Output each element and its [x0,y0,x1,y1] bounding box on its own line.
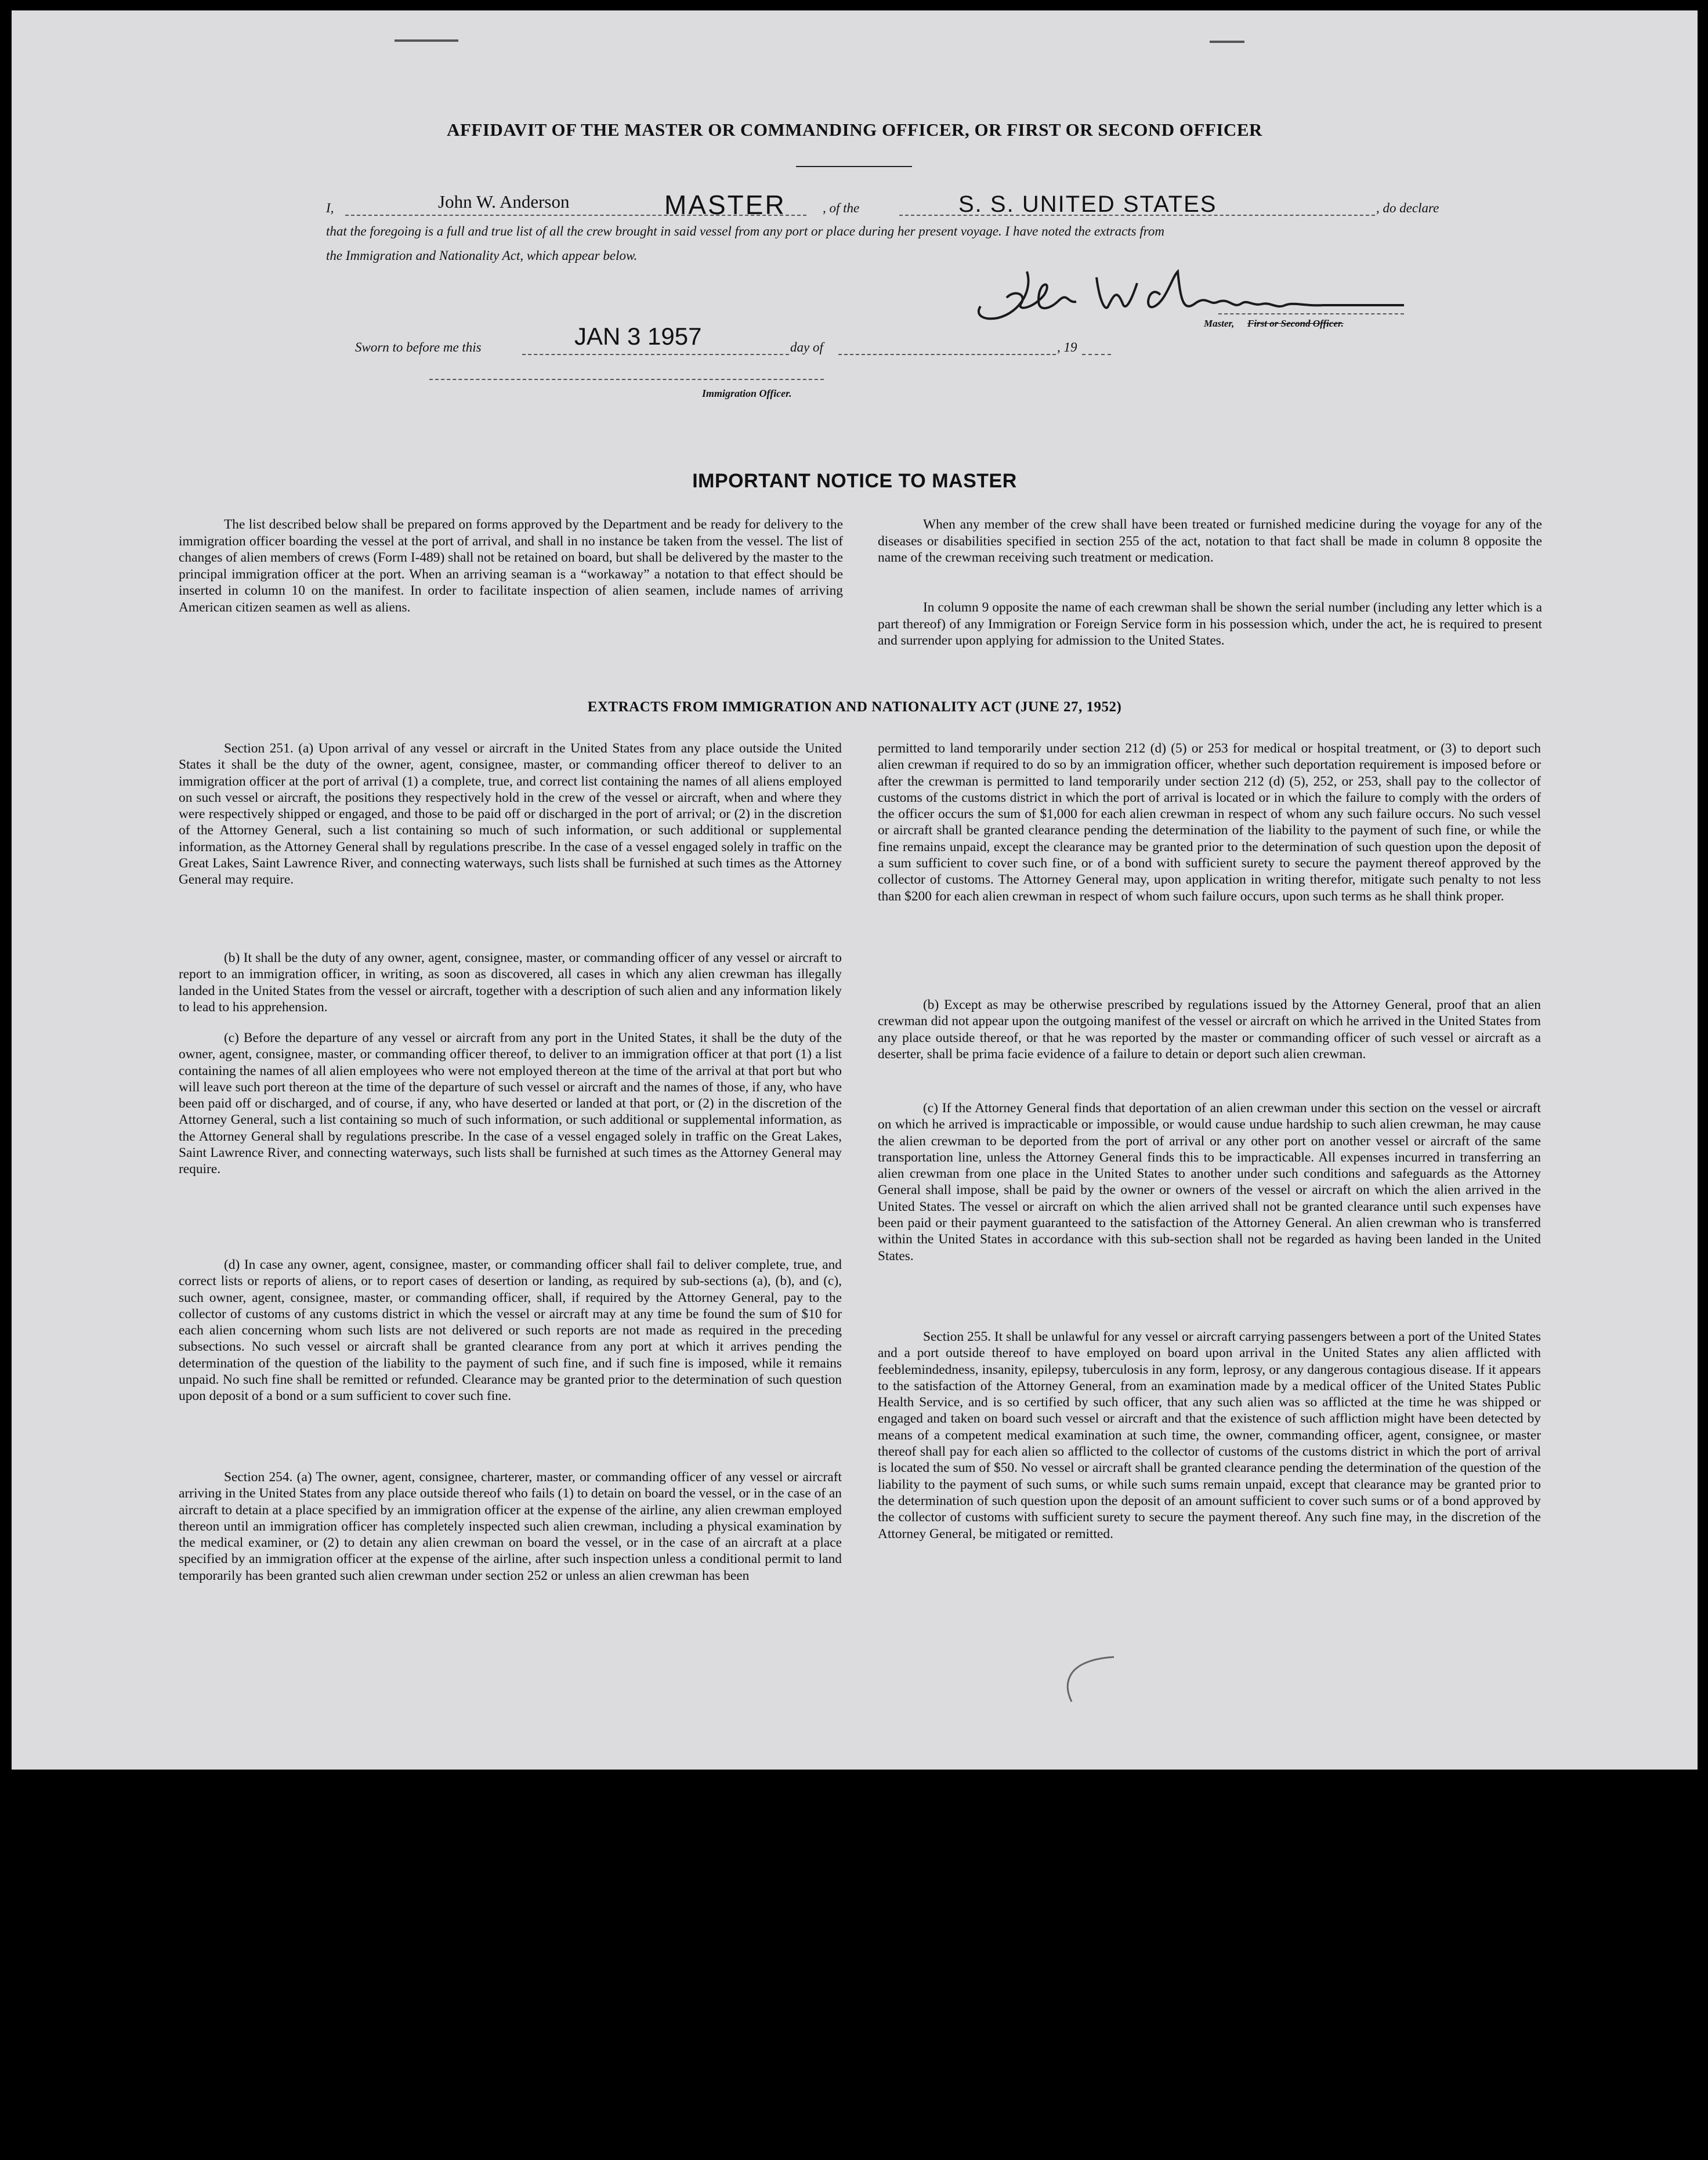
section-254a-continued: permitted to land temporarily under section 212 (d) (5) or 253 for medical or hospital treatment, or (3) to deport such alien crewman if required to do so by an immigration officer, whether such deportation requirement is imposed before or after the crewman is permitted to land temporarily under section 212 (d) (5), 252, or 253, shall pay to the collector of customs of the customs district in which the port of arrival is located or in which the failure to comply with the orders of the officer occurs the sum of $1,000 for each alien crewman in respect of whom any such failure occurs. No such vessel or aircraft shall be granted clearance pending the determination of the liability to the payment of such fine, or while the fine remains unpaid, except the clearance may be granted prior to the determination of such question upon the deposit of a sum sufficient to cover such fine, or of a bond with sufficient surety to secure the payment thereof approved by the collector of customs. The Attorney General may, upon application in writing therefor, mitigate such penalty to not less than $200 for each alien crewman in respect of whom such failure occurs, upon such terms as he shall think proper. [878,741,1541,904]
year-line [1082,354,1111,355]
signature-line [1218,313,1404,314]
sworn-date-line [522,354,789,355]
officer-signature-line [429,379,824,380]
immigration-officer-label: Immigration Officer. [702,388,792,399]
section-251c: (c) Before the departure of any vessel or aircraft from any port in the United States, it shall be the duty of the owner, agent, consignee, master, or commanding officer thereof, to deliver to an immigration officer at that port (1) a list containing the names of all alien employees who were not employed thereon at the time of the arrival at that port but who will leave such port thereon at the time of the departure of such vessel or aircraft and the names of those, if any, who have been paid off or discharged, and of course, if any, who have deserted or landed at that port, or (2) in the discretion of the Attorney General, such a list containing so much of such information, or such additional or supplemental information, as the Attorney General shall by regulations prescribe. In the case of a vessel engaged solely in traffic on the Great Lakes, Saint Lawrence River, and connecting waterways, such lists shall be furnished at such times as the Attorney General may require. [179,1030,842,1177]
notice-right-paragraph-2: In column 9 opposite the name of each crewman shall be shown the serial number (including any letter which is a part thereof) of any Immigration or Foreign Service form in his possession which, under the act, he is required to present and surrender upon applying for admission to the United States. [878,600,1542,649]
extracts-title: EXTRACTS FROM IMMIGRATION AND NATIONALITY ACT (JUNE 27, 1952) [587,699,1122,715]
section-251b: (b) It shall be the duty of any owner, agent, consignee, master, or commanding officer of any vessel or aircraft to report to an immigration officer, in writing, as soon as discovered, all cases in which any alien crewman has illegally landed in the United States from the vessel or aircraft, together with a description of such alien and any information likely to lead to his apprehension. [179,950,842,1015]
section-254a: Section 254. (a) The owner, agent, consignee, charterer, master, or commanding officer of any vessel or aircraft arriving in the United States from any place outside thereof who fails (1) to detain on board the vessel, or in the case of an aircraft to detain at a place specified by an immigration officer at the expense of the airline, any alien crewman employed thereon until an immigration officer has completely inspected such alien crewman, including a physical examination by the medical examiner, or (2) to detain any alien crewman on board the vessel, or in the case of an aircraft at a place specified by an immigration officer at the expense of the airline, after such inspection unless a conditional permit to land temporarily has been granted such alien crewman under section 252 or unless an alien crewman has been [179,1470,842,1583]
day-of-label: day of [790,340,823,354]
vessel-name: S. S. UNITED STATES [958,191,1217,217]
of-the-label: , of the [823,201,860,215]
declaration-line-2: the Immigration and Nationality Act, which appear below. [326,248,638,263]
notice-title: IMPORTANT NOTICE TO MASTER [692,470,1017,492]
section-251a: Section 251. (a) Upon arrival of any vessel or aircraft in the United States from any place outside the United States it shall be the duty of the owner, agent, consignee, master, or commanding officer thereof to deliver to an immigration officer at the port of arrival (1) a complete, true, and correct list containing the names of all aliens employed on such vessel or aircraft, the positions they respectively hold in the crew of the vessel or aircraft, when and where they were respectively shipped or engaged, and those to be paid off or discharged in the port of arrival; or (2) in the discretion of the Attorney General, such a list containing so much of such information, or such additional or supplemental information, as the Attorney General shall by regulations prescribe. In the case of a vessel engaged solely in traffic on the Great Lakes, Saint Lawrence River, and connecting waterways, such lists shall be furnished at such times as the Attorney General may require. [179,741,842,888]
notice-left-paragraph: The list described below shall be prepared on forms approved by the Department and be ready for delivery to the immigration officer boarding the vessel at the port of arrival, and shall in no instance be taken from the vessel. The list of changes of alien members of crews (Form I-489) shall not be retained on board, but shall be delivered by the master to the principal immigration officer at the port. When an arriving seaman is a “workaway” a notation to that effect should be inserted in column 10 on the manifest. In order to facilitate inspection of alien seamen, include names of arriving American citizen seamen as well as aliens. [179,517,843,615]
pen-mark [1059,1652,1128,1705]
intro-label: I, [326,201,334,215]
sworn-label: Sworn to before me this [355,340,482,354]
affidavit-title: AFFIDAVIT OF THE MASTER OR COMMANDING OFFICER, OR FIRST OR SECOND OFFICER [447,120,1262,140]
scan-mark [1210,41,1244,43]
signature-caption-master: Master, [1204,318,1235,329]
scan-mark [395,39,458,42]
title-rule [796,166,912,167]
officer-rank: MASTER [664,190,786,220]
year-label: , 19 [1057,340,1077,354]
section-254b: (b) Except as may be otherwise prescribed by regulations issued by the Attorney General, proof that an alien crewman did not appear upon the outgoing manifest of the vessel or aircraft on which he arrived in the United States from any place outside thereof, or that he was reported by the master or commanding officer of such vessel or aircraft as a deserter, shall be prima facie evidence of a failure to detain or deport such alien crewman. [878,997,1541,1062]
officer-name: John W. Anderson [438,191,570,212]
do-declare-label: , do declare [1376,201,1439,215]
section-254c: (c) If the Attorney General finds that deportation of an alien crewman under this section on the vessel or aircraft on which he arrived is impracticable or impossible, or would cause undue hardship to such alien crewman, he may cause the alien crewman to be deported from the port of arrival or any other port on another vessel or aircraft of the same transportation line, unless the Attorney General finds this to be impracticable. All expenses incurred in transferring an alien crewman from one place in the United States to another under such conditions and safeguards as the Attorney General shall impose, shall be paid by the owner or owners of the vessel or aircraft on which the alien arrived in the United States. The vessel or aircraft on which the alien arrived shall not be granted clearance until such expenses have been paid or their payment guaranteed to the satisfaction of the Attorney General. An alien crewman who is transferred within the United States in accordance with this sub-section shall not be regarded as having been landed in the United States. [878,1101,1541,1264]
declaration-line-1: that the foregoing is a full and true list of all the crew brought in said vessel from any port or place during her present voyage. I have noted the extracts from [326,224,1164,238]
document-page [12,10,1698,1770]
sworn-date: JAN 3 1957 [574,323,702,350]
notice-right-paragraph-1: When any member of the crew shall have been treated or furnished medicine during the voyage for any of the diseases or disabilities specified in section 255 of the act, notation to that fact shall be made in column 8 opposite the name of the crewman receiving such treatment or medication. [878,517,1542,566]
section-255: Section 255. It shall be unlawful for any vessel or aircraft carrying passengers between a port of the United States and a port outside thereof to have employed on board upon arrival in the United States any alien afflicted with feeblemindedness, insanity, epilepsy, tuberculosis in any form, leprosy, or any dangerous contagious disease. If it appears to the satisfaction of the Attorney General, from an examination made by a medical officer of the United States Public Health Service, and is so certified by such officer, that any such alien was so afflicted at the time he was shipped or engaged and taken on board such vessel or aircraft and that the existence of such affliction might have been detected by means of a competent medical examination at such time, the owner, commanding officer, agent, consignee, or master thereof shall pay for each alien so afflicted to the collector of customs of the customs district in which the port of arrival is located the sum of $50. No vessel or aircraft shall be granted clearance pending the determination of the question of the liability to the payment of such sums, or while such sums remain unpaid, except that clearance may be granted prior to the determination of such question upon the deposit of an amount sufficient to cover such sums or of a bond approved by the collector of customs with sufficient surety to secure the payment thereof. Any such fine may, in the discretion of the Attorney General, be mitigated or remitted. [878,1329,1541,1542]
signature [951,248,1404,347]
section-251d: (d) In case any owner, agent, consignee, master, or commanding officer shall fail to deliver complete, true, and correct lists or reports of aliens, or to report cases of desertion or landing, as required by sub-sections (a), (b), and (c), such owner, agent, consignee, master, or commanding officer, shall, if required by the Attorney General, pay to the collector of customs of any customs district in which the vessel or aircraft may at any time be found the sum of $10 for each alien concerning whom such lists are not delivered or such reports are not made as required in the preceding subsections. No such vessel or aircraft shall be granted clearance from any port at which it arrives pending the determination of the question of the liability to the payment of such fine, and if such fine is imposed, while it remains unpaid. No such fine shall be remitted or refunded. Clearance may be granted prior to the determination of such question upon deposit of a bond or a sum sufficient to cover such fine. [179,1257,842,1404]
signature-caption-struck: First or Second Officer. [1247,318,1344,329]
signature-text: John W. Anderson [951,248,956,249]
month-line [838,354,1056,355]
